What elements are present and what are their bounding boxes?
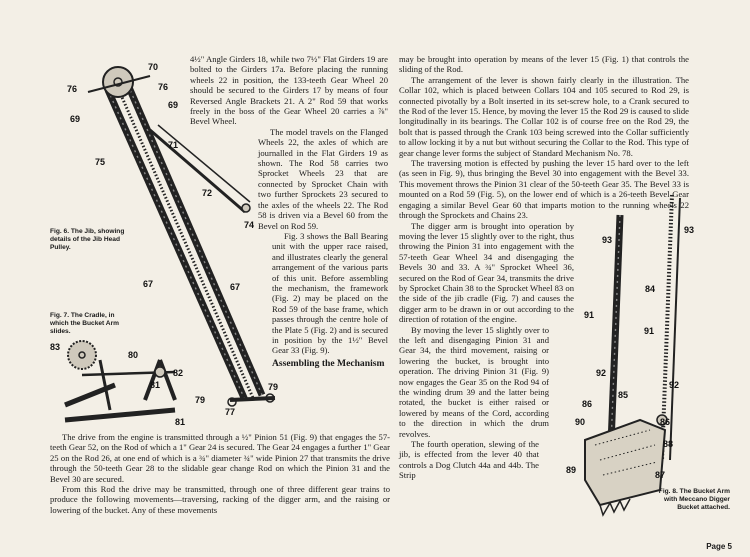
paragraph: The drive from the engine is transmitted through a ½" Pinion 51 (Fig. 9) that engages the 57-teeth Gear 52, on the Rod of which a 1" Gear 24 is secured. The Gear 24 engages a further 1" Gear 25 on the Rod 26, at one end of which is a ¾" diameter ¾" wide Pinion 27 that transmits the drive through the 50-teeth Gear 28 to the slidable gear change Rod on which the Pinion 31 and the Bevel 30 are secured. [50,432,390,484]
fig8-label: 93 [602,235,613,245]
section-heading: Assembling the Mechanism [272,357,385,369]
fig7-label: 81 [175,417,186,427]
paragraph: By moving the lever 15 slightly over to the left and disengaging Pinion 31 and Gear 34, the third movement, raising or lowering the bucket, is brought into operation. The driving Pinion 31 (Fig. 9) now engages the Gear 35 on the Rod 94 of the winding drum 39 and the latter being rotated, the bucket is either raised or lowered by means of the Cord, according to the direction in which the drum revolves. [399,324,549,439]
fig8-label: 90 [575,417,586,427]
fig8-label: 88 [663,439,674,449]
fig6-label: 75 [95,157,106,167]
paragraph: The arrangement of the lever is shown fairly clearly in the illustration. The Collar 102, which is placed between Collars 104 and 105 secured to Rod 29, is connected pivotally by a Bolt inserted in its set-screw hole, to a Crank secured to the Rod of the lever 15. Hence, by moving the lever 15 the Rod 29 is caused to slide longitudinally in its bearings. The Collar 102 is of course free on the Rod 29, the bolt that is passed through the Crank 103 being screwed into the Collar sufficiently to allow locking it by a nut but without securing the Collar to the Rod. This type of gear change lever forms the subject of Standard Mechanism No. 78. [399,74,689,158]
fig6-label: 71 [168,140,179,150]
fig7-caption: Fig. 7. The Cradle, in which the Bucket Arm slides. [50,312,120,335]
paragraph: From this Rod the drive may be transmitted, through one of three different gear trains to produce the following movements—traversing, racking of the digger arm, and the raising or lowering of the bucket. Any of these movements [50,484,390,515]
fig6-label: 77 [225,407,236,417]
fig6-label: 67 [143,279,154,289]
fig8-label: 92 [596,368,607,378]
fig7-label: 82 [173,368,184,378]
fig7-label: 80 [128,350,139,360]
paragraph: The model travels on the Flanged Wheels 22, the axles of which are journalled in the Flat Girders 19 as shown. The Rod 58 carries two Sprocket Wheels 23 that are connected by Sprocket Chain with two further Sprockets 23 secured to the axles of the wheels 22. The Rod 58 is driven via a Bevel 60 from the Bevel on Rod 59. [258,126,388,231]
paragraph: The traversing motion is effected by pushing the lever 15 hard over to the left (as seen in Fig. 9), thus bringing the Bevel 30 into engagement with the Bevel 33. This movement throws the Pinion 31 clear of the 50-teeth Gear 35. The Bevel 33 is mounted on a Rod 59 (Fig. 5), on the lower end of which is a 26-teeth Bevel Gear engaging a similar Bevel Gear 60 that imparts motion to the running wheels 22 through the Sprockets and Chains 23. [399,158,689,221]
fig6-label: 76 [67,84,78,94]
fig8-label: 89 [566,465,577,475]
fig8-label: 86 [660,417,671,427]
fig6-label: 72 [202,188,213,198]
paragraph: may be brought into operation by means of the lever 15 (Fig. 1) that controls the sliding of the Rod. [399,54,689,75]
fig6-label: 79 [195,395,206,405]
fig7-label: 83 [50,342,61,352]
fig7-label: 81 [150,380,161,390]
fig8-label: 92 [669,380,680,390]
fig8-label: 91 [584,310,595,320]
fig8-label: 85 [618,390,629,400]
fig6-label: 70 [148,62,159,72]
fig8-label: 91 [644,326,655,336]
paragraph: The fourth operation, slewing of the jib, is effected from the lever 40 that controls a Dog Clutch 44a and 44b. The Strip [399,439,539,481]
fig6-caption: Fig. 6. The Jib, showing details of the Jib Head Pulley. [50,228,125,251]
paragraph: Fig. 3 shows the Ball Bearing unit with the upper race raised, and illustrates clearly the general arrangement of the various parts of this unit. Before assembling the mechanism, the framework (Fig. 2) may be placed on the Rod 59 of the base frame, which passes through the centre hole of the Plate 5 (Fig. 2) and is secured in position by the 1½" Bevel Gear 33 (Fig. 9). [272,230,388,356]
page-number: Page 5 [706,542,732,551]
fig8-caption: Fig. 8. The Bucket Arm with Meccano Digger Bucket attached. [658,488,730,511]
paragraph: 4½" Angle Girders 18, while two 7½" Flat Girders 19 are bolted to the Girders 17a. Before placing the running wheels 22 in position, the 133-teeth Gear Wheel 20 should be secured to the Girders 17 by means of four Reversed Angle Brackets 21. A 2" Rod 59 that works freely in the boss of the Gear Wheel 20 carries a ⅞" Bevel Wheel. [190,54,388,127]
fig6-label: 76 [158,82,169,92]
fig6-label: 79 [268,382,279,392]
fig6-label: 74 [244,220,255,230]
fig6-label: 67 [230,282,241,292]
fig8-label: 84 [645,284,656,294]
fig6-label: 69 [168,100,179,110]
fig6-label: 69 [70,114,81,124]
paragraph: The digger arm is brought into operation by moving the lever 15 slightly over to the right, thus throwing the Pinion 31 into engagement with the 57-teeth Gear Wheel 34 and disengaging the Bevels 30 and 33. A ¾" Sprocket Wheel 36, secured on the Rod of Gear 34, transmits the drive by Sprocket Chain 38 to the Sprocket Wheel 83 on the side of the jib cradle (Fig. 7) and causes the digger arm to be drawn in or out according to the direction of rotation of the engine. [399,220,574,325]
fig8-label: 87 [655,470,666,480]
fig8-label: 86 [582,399,593,409]
fig8-label: 93 [684,225,695,235]
